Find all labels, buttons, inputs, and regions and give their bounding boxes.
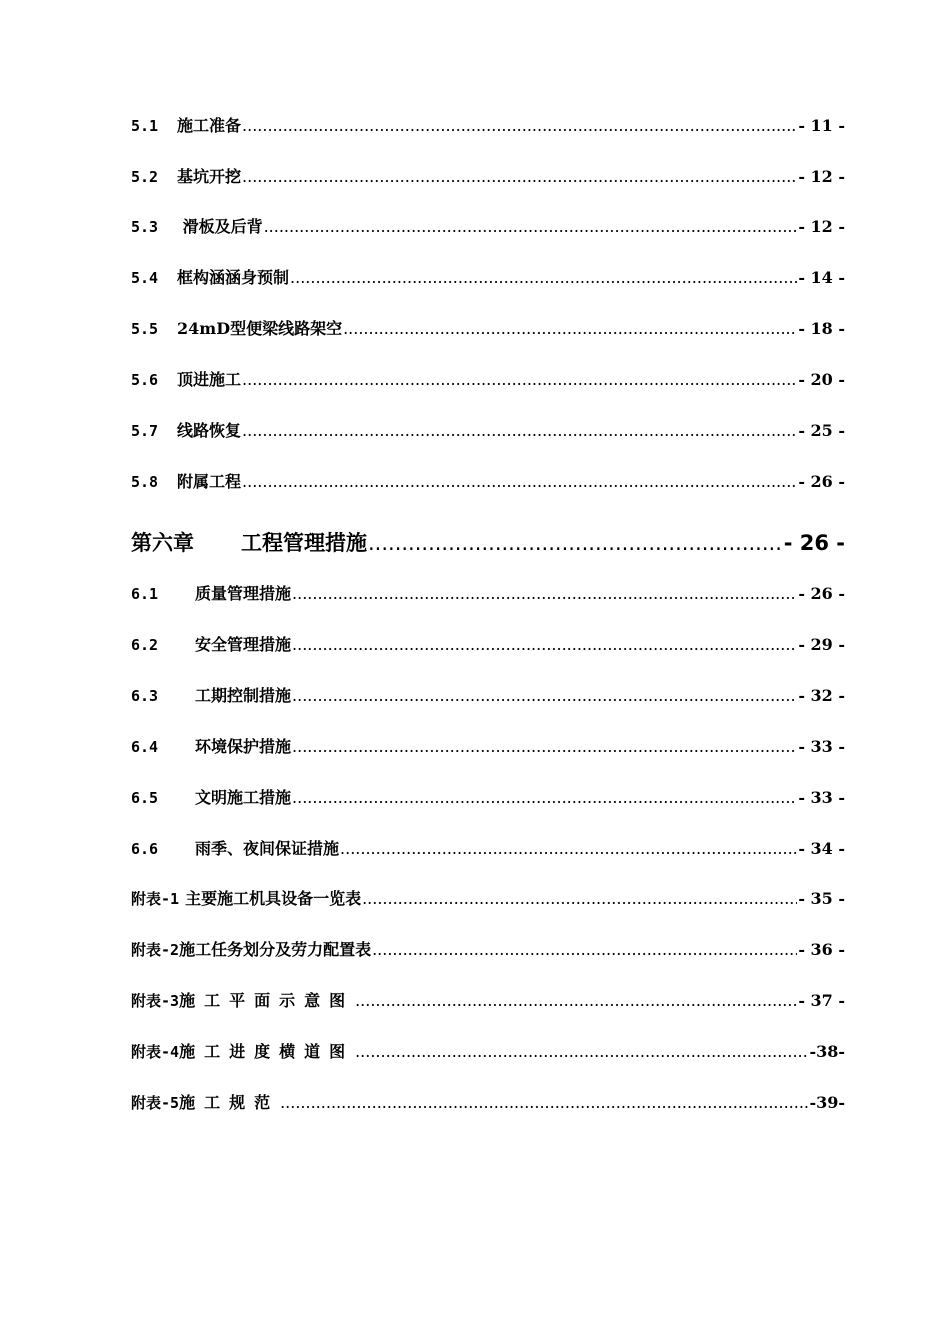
toc-title: 线路恢复 [177, 421, 242, 440]
dot-leader [343, 318, 797, 340]
toc-entry-5-3[interactable] [131, 214, 845, 238]
toc-title: 框构涵涵身预制 [177, 268, 290, 287]
dot-leader [242, 115, 797, 137]
toc-entry-6-6[interactable] [131, 836, 845, 860]
toc-page: - 35 - [798, 889, 845, 908]
toc-page: - 36 - [798, 940, 845, 959]
toc-page: - 29 - [798, 635, 845, 654]
appendix-number: 附表-3 [131, 992, 180, 1010]
dot-leader [340, 838, 797, 860]
toc-appendix-2[interactable] [131, 937, 845, 961]
toc-title: 施工准备 [177, 116, 242, 135]
dot-leader [242, 471, 797, 493]
dot-leader [280, 1092, 808, 1114]
toc-title: 附属工程 [177, 472, 242, 491]
toc-entry-5-4[interactable] [131, 265, 845, 289]
toc-appendix-3[interactable] [131, 988, 845, 1012]
toc-page: - 12 - [798, 167, 845, 186]
toc-entry-6-2[interactable] [131, 632, 845, 656]
toc-page: - 34 - [798, 839, 845, 858]
dot-leader [362, 888, 797, 910]
toc-page: - 26 - [798, 584, 845, 603]
dot-leader [290, 267, 797, 289]
toc-number: 5.8 [131, 473, 159, 491]
toc-number: 5.3 [131, 218, 159, 236]
dot-leader [372, 939, 797, 961]
toc-title: 施工平面示意图 [179, 991, 355, 1010]
toc-page: - 14 - [798, 268, 845, 287]
chapter-number: 第六章 [131, 531, 194, 555]
toc-page: - 32 - [798, 686, 845, 705]
toc-page: -38- [809, 1042, 845, 1061]
toc-entry-5-8[interactable] [131, 469, 845, 493]
toc-entry-5-1[interactable] [131, 113, 845, 137]
toc-entry-6-5[interactable] [131, 785, 845, 809]
toc-entry-5-6[interactable] [131, 367, 845, 391]
toc-entry-5-2[interactable] [131, 164, 845, 188]
toc-entry-5-5[interactable] [131, 316, 845, 340]
toc-title: 工期控制措施 [195, 686, 292, 705]
appendix-number: 附表-4 [131, 1043, 180, 1061]
toc-chapter-6[interactable] [131, 527, 845, 557]
toc-number: 5.6 [131, 371, 159, 389]
toc-page: - 11 - [798, 116, 845, 135]
toc-number: 5.1 [131, 117, 159, 135]
toc-page: - 25 - [798, 421, 845, 440]
dot-leader [292, 685, 797, 707]
toc-number: 5.2 [131, 168, 159, 186]
appendix-number: 附表-5 [131, 1094, 180, 1112]
toc-page: - 20 - [798, 370, 845, 389]
toc-page: - 37 - [798, 991, 845, 1010]
dot-leader [355, 990, 797, 1012]
toc-title: 顶进施工 [177, 370, 242, 389]
chapter-title: 工程管理措施 [241, 531, 367, 555]
dot-leader [242, 369, 797, 391]
toc-title: 施工规范 [179, 1093, 280, 1112]
toc-page: - 12 - [798, 217, 845, 236]
toc-title: 主要施工机具设备一览表 [185, 889, 362, 908]
dot-leader [355, 1041, 808, 1063]
toc-number: 5.5 [131, 320, 159, 338]
toc-number: 6.3 [131, 687, 159, 705]
toc-entry-5-7[interactable] [131, 418, 845, 442]
toc-title: 安全管理措施 [195, 635, 292, 654]
dot-leader [242, 420, 797, 442]
toc-page: - 33 - [798, 788, 845, 807]
toc-appendix-5[interactable] [131, 1090, 845, 1114]
dot-leader [292, 736, 797, 758]
toc-appendix-4[interactable] [131, 1039, 845, 1063]
toc-title: 雨季、夜间保证措施 [195, 839, 340, 858]
toc-appendix-1[interactable] [131, 886, 845, 910]
appendix-number: 附表-1 [131, 890, 180, 908]
toc-number: 5.7 [131, 422, 159, 440]
toc-page: - 26 - [783, 531, 845, 555]
toc-number: 6.5 [131, 789, 159, 807]
toc-title: 文明施工措施 [195, 788, 292, 807]
toc-title: 滑板及后背 [177, 217, 263, 236]
toc-entry-6-1[interactable] [131, 581, 845, 605]
toc-title: 24mD型便梁线路架空 [177, 319, 343, 338]
toc-title: 基坑开挖 [177, 167, 242, 186]
toc-entry-6-3[interactable] [131, 683, 845, 707]
toc-number: 6.4 [131, 738, 159, 756]
toc-page: - 33 - [798, 737, 845, 756]
toc-title: 施工任务划分及劳力配置表 [179, 940, 372, 959]
toc-number: 6.6 [131, 840, 159, 858]
toc-entry-6-4[interactable] [131, 734, 845, 758]
toc-page: - 26 - [798, 472, 845, 491]
dot-leader [292, 634, 797, 656]
toc-number: 6.1 [131, 585, 159, 603]
toc-page: - 18 - [798, 319, 845, 338]
dot-leader [292, 787, 797, 809]
dot-leader [264, 216, 798, 238]
appendix-number: 附表-2 [131, 941, 180, 959]
dot-leader [242, 166, 797, 188]
toc-number: 5.4 [131, 269, 159, 287]
toc-number: 6.2 [131, 636, 159, 654]
dot-leader [292, 583, 797, 605]
toc-page: -39- [809, 1093, 845, 1112]
toc-title: 质量管理措施 [195, 584, 292, 603]
toc-title: 环境保护措施 [195, 737, 292, 756]
toc-title: 施工进度横道图 [179, 1042, 355, 1061]
dot-leader [368, 529, 783, 557]
